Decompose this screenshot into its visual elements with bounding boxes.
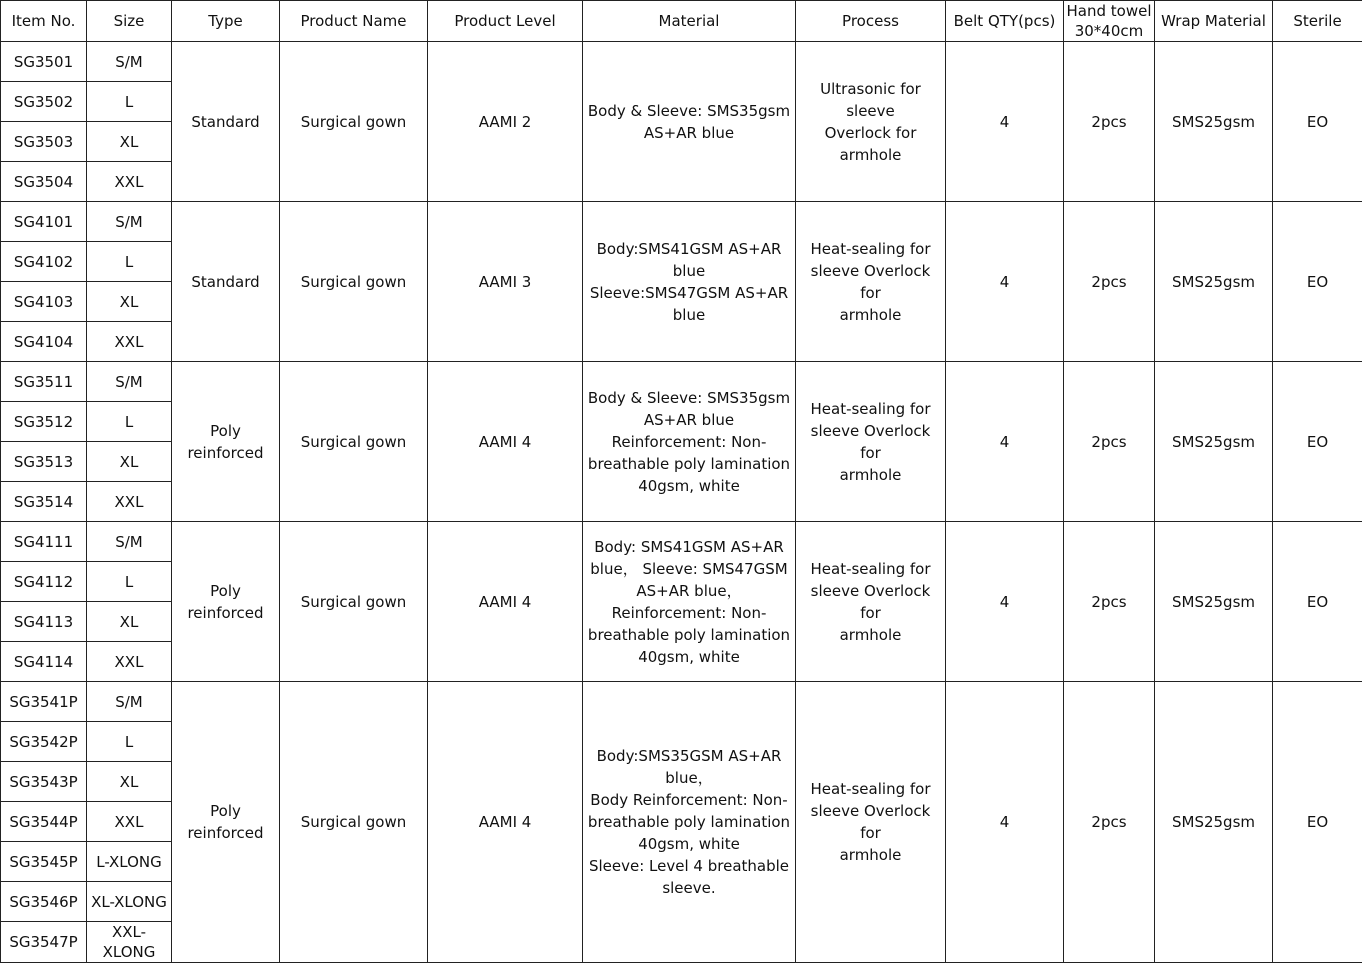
header-product-name: Product Name <box>280 1 428 42</box>
item-no-cell: SG3547P <box>1 922 87 963</box>
size-cell: XL <box>87 122 172 162</box>
sterile-cell: EO <box>1273 682 1362 963</box>
item-no-cell: SG4113 <box>1 602 87 642</box>
type-cell: Poly reinforced <box>172 522 280 682</box>
item-no-cell: SG3502 <box>1 82 87 122</box>
hand-towel-cell: 2pcs <box>1064 42 1155 202</box>
product-name-cell: Surgical gown <box>280 522 428 682</box>
header-sterile: Sterile <box>1273 1 1362 42</box>
material-cell: Body & Sleeve: SMS35gsm AS+AR blue <box>583 42 796 202</box>
size-cell: L <box>87 242 172 282</box>
item-no-cell: SG3546P <box>1 882 87 922</box>
item-no-cell: SG4112 <box>1 562 87 602</box>
item-no-cell: SG3503 <box>1 122 87 162</box>
size-cell: L <box>87 722 172 762</box>
size-cell: XXL <box>87 802 172 842</box>
type-cell: Poly reinforced <box>172 362 280 522</box>
header-item-no: Item No. <box>1 1 87 42</box>
hand-towel-cell: 2pcs <box>1064 682 1155 963</box>
process-cell: Heat-sealing for sleeve Overlock for armhole <box>796 522 946 682</box>
process-cell: Heat-sealing for sleeve Overlock for armhole <box>796 362 946 522</box>
hand-towel-cell: 2pcs <box>1064 522 1155 682</box>
product-level-cell: AAMI 3 <box>428 202 583 362</box>
header-wrap-material: Wrap Material <box>1155 1 1273 42</box>
item-no-cell: SG3512 <box>1 402 87 442</box>
size-cell: L <box>87 402 172 442</box>
material-cell: Body:SMS41GSM AS+AR blue Sleeve:SMS47GSM AS+AR blue <box>583 202 796 362</box>
wrap-material-cell: SMS25gsm <box>1155 362 1273 522</box>
item-no-cell: SG3514 <box>1 482 87 522</box>
size-cell: S/M <box>87 42 172 82</box>
size-cell: XXL <box>87 162 172 202</box>
size-cell: S/M <box>87 682 172 722</box>
item-no-cell: SG3544P <box>1 802 87 842</box>
size-cell: XL <box>87 762 172 802</box>
hand-towel-cell: 2pcs <box>1064 202 1155 362</box>
wrap-material-cell: SMS25gsm <box>1155 42 1273 202</box>
process-cell: Heat-sealing for sleeve Overlock for armhole <box>796 682 946 963</box>
table-row <box>1 362 1362 402</box>
header-process: Process <box>796 1 946 42</box>
type-cell: Standard <box>172 42 280 202</box>
size-cell: XL-XLONG <box>87 882 172 922</box>
size-cell: XXL <box>87 642 172 682</box>
size-cell: XXL <box>87 482 172 522</box>
sterile-cell: EO <box>1273 522 1362 682</box>
item-no-cell: SG4102 <box>1 242 87 282</box>
product-name-cell: Surgical gown <box>280 42 428 202</box>
wrap-material-cell: SMS25gsm <box>1155 682 1273 963</box>
size-cell: XL <box>87 442 172 482</box>
item-no-cell: SG4111 <box>1 522 87 562</box>
size-cell: XXL <box>87 322 172 362</box>
item-no-cell: SG3543P <box>1 762 87 802</box>
size-cell: S/M <box>87 202 172 242</box>
table-row <box>1 202 1362 242</box>
belt-qty-cell: 4 <box>946 522 1064 682</box>
header-type: Type <box>172 1 280 42</box>
size-cell: S/M <box>87 362 172 402</box>
table-row <box>1 522 1362 562</box>
header-size: Size <box>87 1 172 42</box>
table-row <box>1 42 1362 82</box>
size-cell: L-XLONG <box>87 842 172 882</box>
product-level-cell: AAMI 2 <box>428 42 583 202</box>
material-cell: Body: SMS41GSM AS+AR blue， Sleeve: SMS47GSM AS+AR blue， Reinforcement: Non- breathable poly lamination 40gsm, white <box>583 522 796 682</box>
product-name-cell: Surgical gown <box>280 682 428 963</box>
item-no-cell: SG4101 <box>1 202 87 242</box>
header-belt-qty: Belt QTY(pcs) <box>946 1 1064 42</box>
table-row <box>1 682 1362 722</box>
item-no-cell: SG4114 <box>1 642 87 682</box>
hand-towel-cell: 2pcs <box>1064 362 1155 522</box>
type-cell: Poly reinforced <box>172 682 280 963</box>
wrap-material-cell: SMS25gsm <box>1155 202 1273 362</box>
item-no-cell: SG3542P <box>1 722 87 762</box>
size-cell: XL <box>87 602 172 642</box>
material-cell: Body & Sleeve: SMS35gsm AS+AR blue Reinforcement: Non- breathable poly lamination 40gsm, white <box>583 362 796 522</box>
size-cell: S/M <box>87 522 172 562</box>
size-cell: L <box>87 562 172 602</box>
header-hand-towel: Hand towel 30*40cm <box>1064 1 1155 42</box>
table-header <box>1 1 1362 42</box>
product-level-cell: AAMI 4 <box>428 682 583 963</box>
item-no-cell: SG3504 <box>1 162 87 202</box>
material-cell: Body:SMS35GSM AS+AR blue， Body Reinforcement: Non- breathable poly lamination 40gsm, white Sleeve: Level 4 breathable sleeve. <box>583 682 796 963</box>
process-cell: Ultrasonic for sleeve Overlock for armhole <box>796 42 946 202</box>
belt-qty-cell: 4 <box>946 362 1064 522</box>
size-cell: XXL- XLONG <box>87 922 172 963</box>
header-product-level: Product Level <box>428 1 583 42</box>
wrap-material-cell: SMS25gsm <box>1155 522 1273 682</box>
belt-qty-cell: 4 <box>946 42 1064 202</box>
process-cell: Heat-sealing for sleeve Overlock for armhole <box>796 202 946 362</box>
item-no-cell: SG3541P <box>1 682 87 722</box>
product-level-cell: AAMI 4 <box>428 522 583 682</box>
item-no-cell: SG4104 <box>1 322 87 362</box>
item-no-cell: SG4103 <box>1 282 87 322</box>
product-level-cell: AAMI 4 <box>428 362 583 522</box>
product-name-cell: Surgical gown <box>280 202 428 362</box>
header-row <box>1 1 1362 42</box>
type-cell: Standard <box>172 202 280 362</box>
sterile-cell: EO <box>1273 42 1362 202</box>
item-no-cell: SG3501 <box>1 42 87 82</box>
item-no-cell: SG3513 <box>1 442 87 482</box>
sterile-cell: EO <box>1273 362 1362 522</box>
item-no-cell: SG3511 <box>1 362 87 402</box>
belt-qty-cell: 4 <box>946 202 1064 362</box>
header-material: Material <box>583 1 796 42</box>
table-body <box>1 42 1362 963</box>
product-name-cell: Surgical gown <box>280 362 428 522</box>
sterile-cell: EO <box>1273 202 1362 362</box>
size-cell: XL <box>87 282 172 322</box>
item-no-cell: SG3545P <box>1 842 87 882</box>
size-cell: L <box>87 82 172 122</box>
belt-qty-cell: 4 <box>946 682 1064 963</box>
